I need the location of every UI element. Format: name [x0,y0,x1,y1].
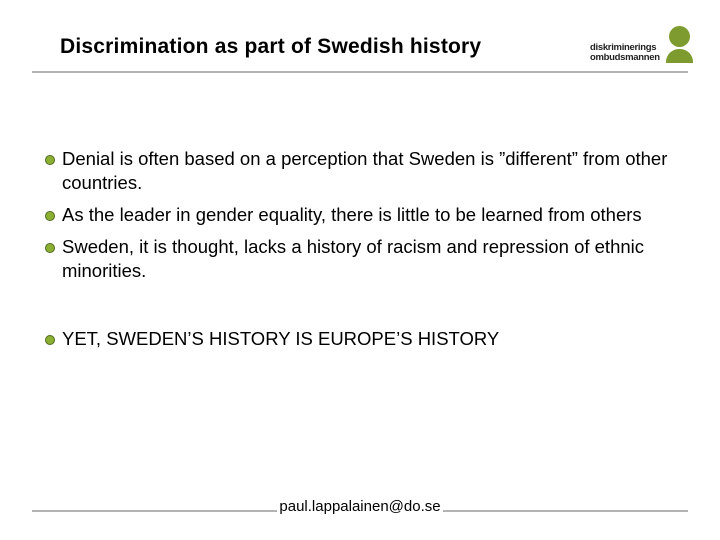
logo [590,26,690,66]
person-icon-head [669,26,690,47]
bullet-text: Sweden, it is thought, lacks a history of racism and repression of ethnic minorities. [62,236,645,281]
bullet-item [45,203,685,227]
logo-wordmark [590,43,660,63]
slide-title: Discrimination as part of Swedish history [60,35,482,58]
bullet-item [45,147,685,195]
bullet-icon [45,243,55,253]
title-divider [32,71,688,73]
footer-email-text: paul.lappalainen@do.se [279,498,441,515]
bullet-icon [45,155,55,165]
bullet-list [45,147,685,359]
bullet-item [45,235,685,283]
bullet-text: Denial is often based on a perception that Sweden is ”different” from other countries. [62,148,668,193]
bullet-text: As the leader in gender equality, there is little to be learned from others [62,204,642,225]
footer-email [0,498,720,515]
logo-line-1: diskriminerings [590,42,657,53]
person-icon-body [666,49,693,63]
logo-line-2: ombudsmannen [590,52,660,63]
bullet-text: YET, SWEDEN’S HISTORY IS EUROPE’S HISTORY [62,328,500,349]
bullet-icon [45,211,55,221]
bullet-icon [45,335,55,345]
bullet-item [45,327,685,351]
